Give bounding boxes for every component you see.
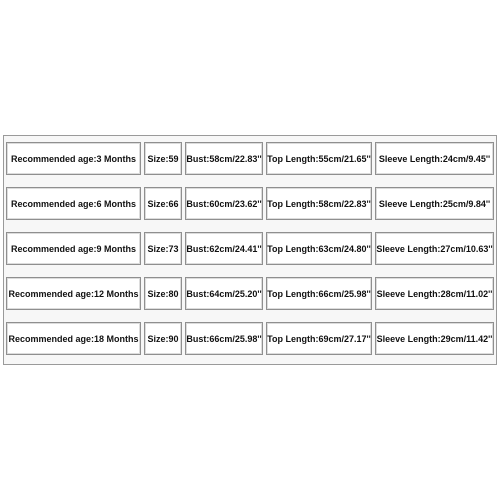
age-cell: Recommended age:3 Months [6, 142, 141, 175]
bust-cell: Bust:66cm/25.98'' [185, 322, 263, 355]
table-row [4, 273, 496, 314]
top-length-cell: Top Length:69cm/27.17'' [266, 322, 372, 355]
size-cell: Size:59 [144, 142, 182, 175]
size-chart-table [3, 135, 497, 365]
size-cell: Size:90 [144, 322, 182, 355]
sleeve-length-cell: Sleeve Length:29cm/11.42'' [375, 322, 494, 355]
age-cell: Recommended age:9 Months [6, 232, 141, 265]
table-row [4, 138, 496, 179]
table-row [4, 228, 496, 269]
sleeve-length-cell: Sleeve Length:24cm/9.45'' [375, 142, 494, 175]
top-length-cell: Top Length:55cm/21.65'' [266, 142, 372, 175]
sleeve-length-cell: Sleeve Length:28cm/11.02'' [375, 277, 494, 310]
bust-cell: Bust:62cm/24.41'' [185, 232, 263, 265]
bust-cell: Bust:60cm/23.62'' [185, 187, 263, 220]
age-cell: Recommended age:18 Months [6, 322, 141, 355]
top-length-cell: Top Length:63cm/24.80'' [266, 232, 372, 265]
size-cell: Size:80 [144, 277, 182, 310]
top-length-cell: Top Length:66cm/25.98'' [266, 277, 372, 310]
age-cell: Recommended age:6 Months [6, 187, 141, 220]
table-row [4, 183, 496, 224]
sleeve-length-cell: Sleeve Length:27cm/10.63'' [375, 232, 494, 265]
table-row [4, 318, 496, 359]
sleeve-length-cell: Sleeve Length:25cm/9.84'' [375, 187, 494, 220]
size-cell: Size:73 [144, 232, 182, 265]
top-length-cell: Top Length:58cm/22.83'' [266, 187, 372, 220]
age-cell: Recommended age:12 Months [6, 277, 141, 310]
size-cell: Size:66 [144, 187, 182, 220]
bust-cell: Bust:64cm/25.20'' [185, 277, 263, 310]
bust-cell: Bust:58cm/22.83'' [185, 142, 263, 175]
